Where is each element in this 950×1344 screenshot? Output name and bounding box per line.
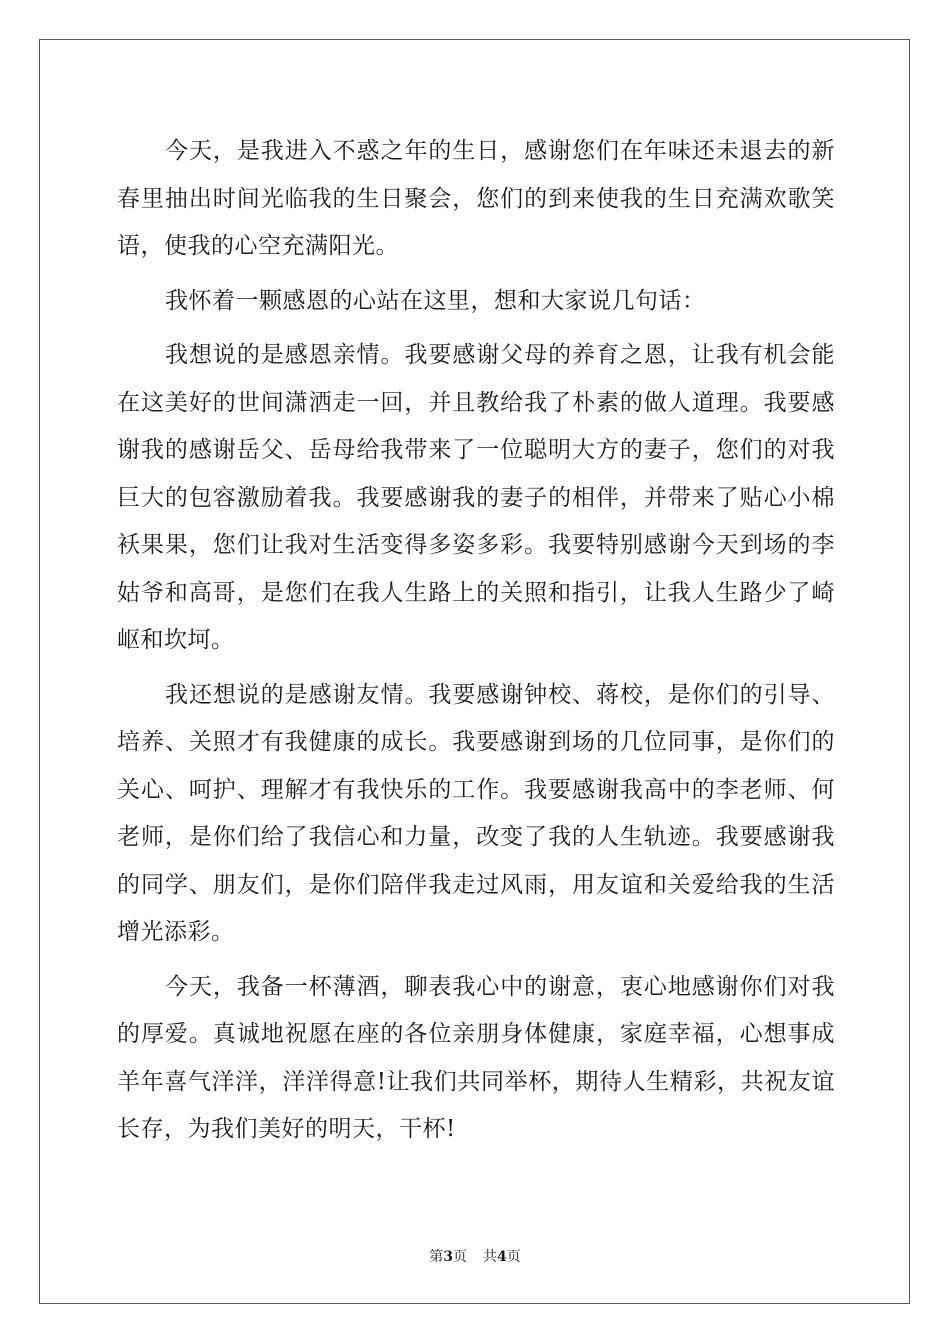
paragraph-family-gratitude: 我想说的是感恩亲情。我要感谢父母的养育之恩，让我有机会能在这美好的世间潇洒走一回，并且教给我了朴素的做人道理。我要感谢我的感谢岳父、岳母给我带来了一位聪明大方的妻子，您们的对我巨大的包容激励着我。我要感谢我的妻子的相伴，并带来了贴心小棉袄果果，您们让我对生活变得多姿多彩。我要特别感谢今天到场的李姑爷和高哥，是您们在我人生路上的关照和指引，让我人生路少了崎岖和坎坷。 — [117, 342, 835, 653]
total-prefix: 共 — [483, 1249, 497, 1265]
page-footer — [0, 1248, 950, 1266]
total-pages: 4 — [497, 1249, 507, 1265]
paragraph-toast: 今天，我备一杯薄酒，聊表我心中的谢意，衷心地感谢你们对我的厚爱。真诚地祝愿在座的各位亲朋身体健康，家庭幸福，心想事成羊年喜气洋洋，洋洋得意!让我们共同举杯，期待人生精彩，共祝友谊长存，为我们美好的明天，干杯! — [117, 973, 835, 1142]
page-suffix: 页 — [453, 1249, 467, 1265]
paragraph-intro: 我怀着一颗感恩的心站在这里，想和大家说几句话： — [165, 287, 706, 314]
document-body — [117, 128, 835, 1161]
paragraph-friendship-gratitude: 我还想说的是感谢友情。我要感谢钟校、蒋校，是你们的引导、培养、关照才有我健康的成长。我要感谢到场的几位同事，是你们的关心、呵护、理解才有我快乐的工作。我要感谢我高中的李老师、何老师，是你们给了我信心和力量，改变了我的人生轨迹。我要感谢我的同学、朋友们，是你们陪伴我走过风雨，用友谊和关爱给我的生活增光添彩。 — [117, 681, 835, 945]
page-number: 3 — [443, 1249, 453, 1265]
total-suffix: 页 — [506, 1249, 521, 1265]
page-prefix: 第 — [429, 1249, 444, 1265]
paragraph-birthday-greeting: 今天，是我进入不惑之年的生日，感谢您们在年味还未退去的新春里抽出时间光临我的生日聚会，您们的到来使我的生日充满欢歌笑语，使我的心空充满阳光。 — [117, 138, 835, 259]
